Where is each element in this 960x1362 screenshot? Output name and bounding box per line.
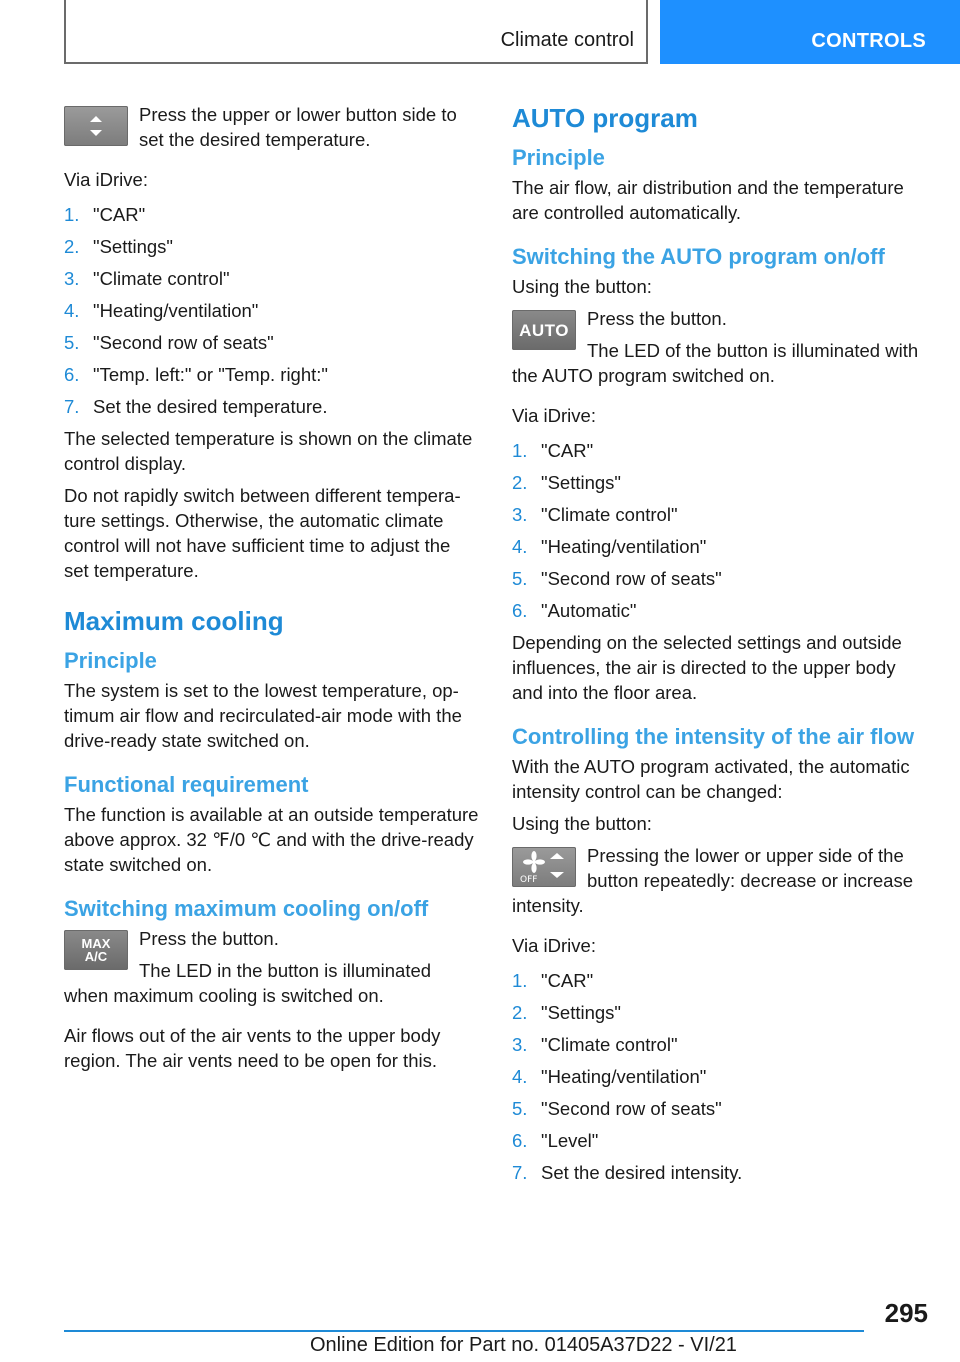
max-ac-button-icon [64,930,128,970]
fan-button-text: Pressing the lower or upper side of the button repeatedly: decrease or increase intensity. [512,845,914,916]
using-button-label: Using the button: [512,276,652,297]
fan-icon-off-label: OFF [520,875,538,884]
temp-button-text: Press the upper or lower button side to set the desired temperature. [139,104,457,150]
idrive-steps-intensity [512,968,930,1185]
rapid-switch-text: Do not rapidly switch between different temperature settings. Otherwise, the automatic climate control will not have sufficient time to adjust the set temperature. [64,485,461,581]
header-chapter-tab [660,0,960,64]
footer-edition-text: Online Edition for Part no. 01405A37D22 - VI/21 [310,1334,737,1356]
step-number: 3. [512,504,528,525]
using-button-label-2: Using the button: [512,813,652,834]
via-idrive-label-2: Via iDrive: [512,405,596,426]
list-item [512,470,930,495]
list-item [512,1160,930,1185]
principle-heading: Principle [64,648,157,673]
temp-button-row [64,102,480,159]
step-text: "Second row of seats" [93,332,274,353]
max-ac-button-row [64,926,480,1015]
up-down-arrows-icon [64,106,128,146]
step-number: 1. [512,970,528,991]
step-number: 1. [64,204,80,225]
press-button-text: Press the button. [139,928,279,949]
auto-principle-text: The air flow, air distribution and the temperature are controlled automatically. [512,177,904,223]
functional-requirement-text: The function is available at an outside temperature above approx. 32 ℉/0 ℃ and with the drive-ready state switched on. [64,804,479,875]
step-text: "CAR" [541,970,594,991]
air-flows-text: Air flows out of the air vents to the upper body region. The air vents need to be open for this. [64,1025,441,1071]
max-ac-icon-label-2: A/C [84,949,108,964]
right-column [512,102,930,1192]
auto-program-heading: AUTO program [512,103,698,133]
shown-text: The selected temperature is shown on the climate control display. [64,428,473,474]
step-text: "Climate control" [93,268,230,289]
list-item [64,234,480,259]
step-number: 5. [512,568,528,589]
step-number: 6. [64,364,80,385]
intensity-heading: Controlling the intensity of the air flow [512,724,915,749]
header-section-tab [64,0,648,64]
step-text: "Second row of seats" [541,1098,722,1119]
step-number: 3. [512,1034,528,1055]
list-item [64,362,480,387]
step-text: "Climate control" [541,504,678,525]
depending-text: Depending on the selected settings and outside influences, the air is directed to the upper body and into the floor area. [512,632,902,703]
list-item [512,1032,930,1057]
step-text: "Climate control" [541,1034,678,1055]
step-number: 4. [64,300,80,321]
step-number: 6. [512,1130,528,1151]
step-number: 4. [512,1066,528,1087]
switch-max-cooling-heading: Switching maximum cooling on/off [64,896,429,921]
auto-press-button-text: Press the button. [587,308,727,329]
switch-auto-heading: Switching the AUTO program on/off [512,244,885,269]
footer-rule [64,1330,864,1332]
via-idrive-label: Via iDrive: [64,169,148,190]
list-item [64,394,480,419]
chapter-title: CONTROLS [811,30,926,52]
max-led-text: The LED in the button is illuminated when maximum cooling is switched on. [64,960,432,1006]
max-cooling-heading: Maximum cooling [64,606,284,636]
step-text: "CAR" [93,204,146,225]
step-text: "Temp. left:" or "Temp. right:" [93,364,328,385]
functional-requirement-heading: Functional requirement [64,772,309,797]
step-number: 7. [64,396,80,417]
principle-text: The system is set to the lowest temperature, optimum air flow and recirculated-air mode with the drive-ready state switched on. [64,680,462,751]
step-text: "Automatic" [541,600,637,621]
step-number: 4. [512,536,528,557]
list-item [64,330,480,355]
fan-button-row [512,843,930,925]
step-text: "Settings" [541,1002,621,1023]
list-item [512,598,930,623]
auto-principle-heading: Principle [512,145,605,170]
fan-intensity-icon [512,847,576,887]
step-text: "Settings" [93,236,173,257]
via-idrive-label-3: Via iDrive: [512,935,596,956]
auto-button-row [512,306,930,395]
list-item [512,534,930,559]
step-text: "Heating/ventilation" [541,536,707,557]
list-item [512,1096,930,1121]
max-ac-icon-label-1: MAX [81,936,111,951]
step-number: 1. [512,440,528,461]
list-item [64,202,480,227]
intensity-text: With the AUTO program activated, the automatic intensity control can be changed: [512,756,910,802]
idrive-steps-auto [512,438,930,623]
page-number: 295 [884,1298,928,1328]
list-item [64,298,480,323]
step-text: "CAR" [541,440,594,461]
step-text: "Settings" [541,472,621,493]
step-number: 7. [512,1162,528,1183]
step-number: 5. [64,332,80,353]
step-text: "Level" [541,1130,599,1151]
list-item [512,566,930,591]
step-text: Set the desired intensity. [541,1162,743,1183]
idrive-steps-temperature [64,202,480,419]
list-item [512,968,930,993]
step-text: "Heating/ventilation" [541,1066,707,1087]
list-item [512,438,930,463]
auto-icon-label: AUTO [519,320,569,340]
step-number: 5. [512,1098,528,1119]
step-number: 2. [64,236,80,257]
section-title: Climate control [500,29,634,51]
list-item [512,1128,930,1153]
left-column [64,102,480,1080]
step-number: 2. [512,472,528,493]
auto-button-icon [512,310,576,350]
step-text: "Second row of seats" [541,568,722,589]
list-item [512,502,930,527]
step-number: 3. [64,268,80,289]
step-number: 6. [512,600,528,621]
list-item [512,1064,930,1089]
step-text: Set the desired temperature. [93,396,328,417]
auto-led-text: The LED of the button is illuminated with the AUTO program switched on. [512,340,919,386]
list-item [64,266,480,291]
list-item [512,1000,930,1025]
step-text: "Heating/ventilation" [93,300,259,321]
step-number: 2. [512,1002,528,1023]
